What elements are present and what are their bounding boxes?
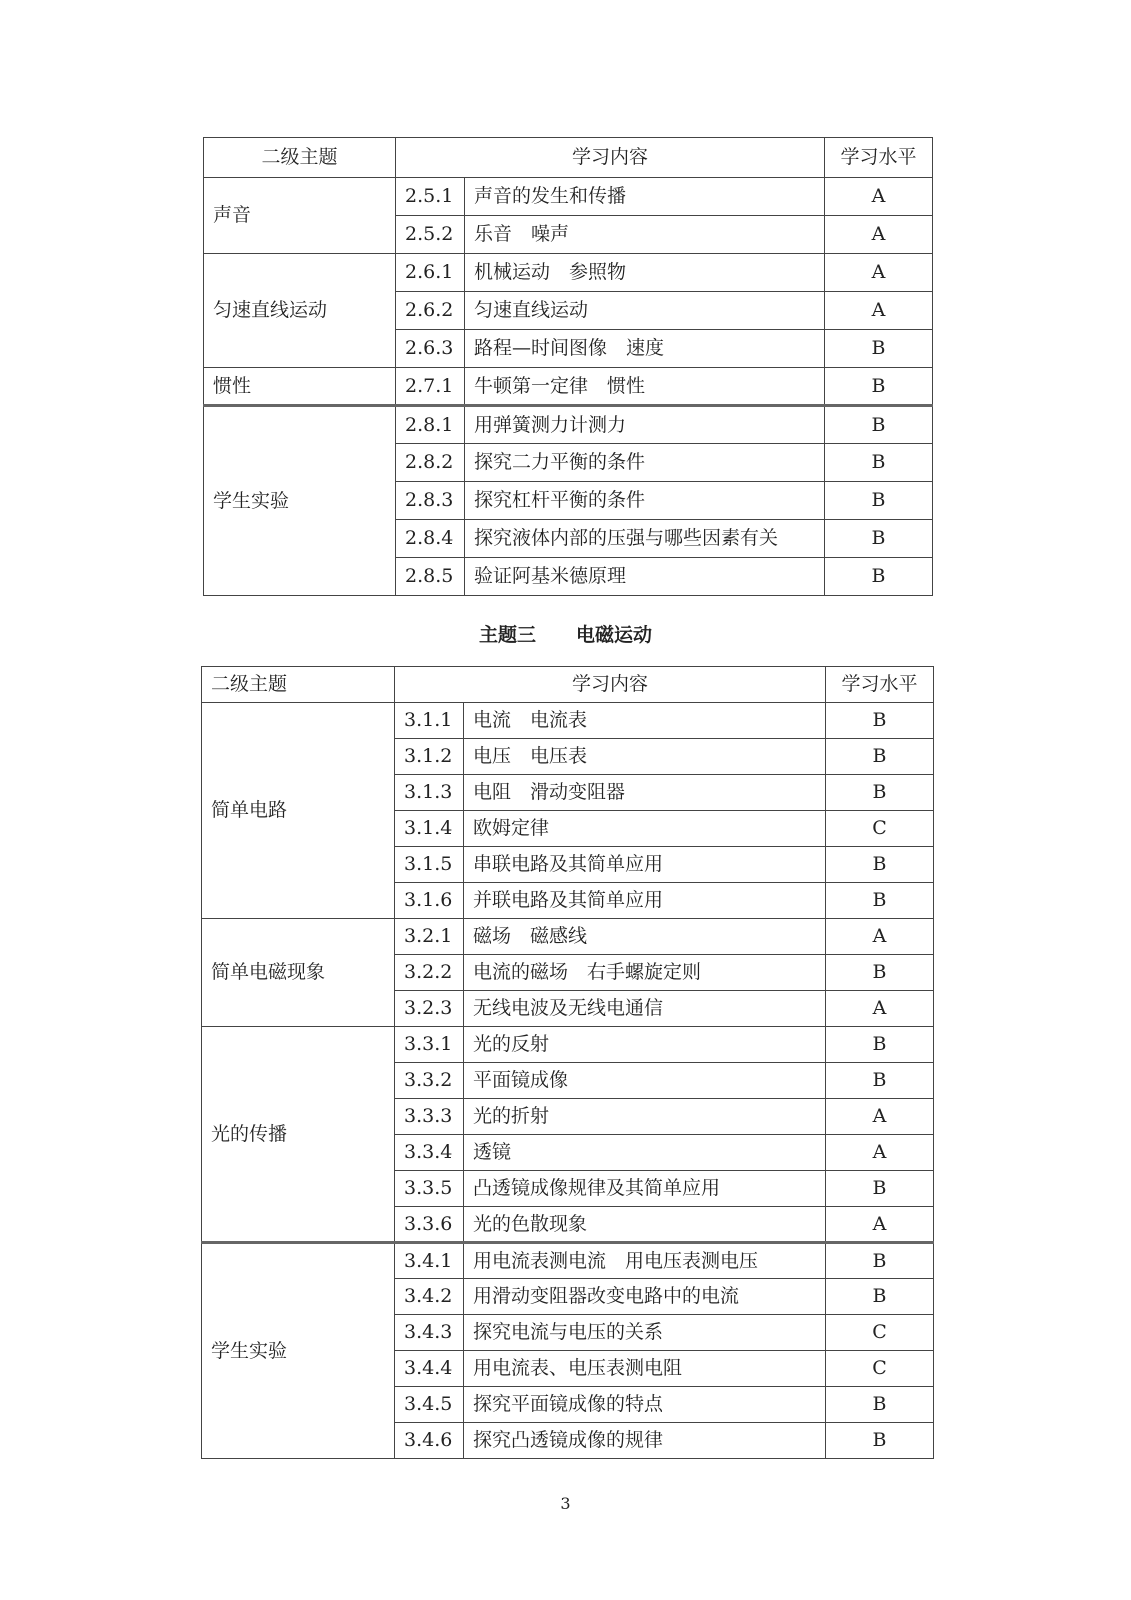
content-cell: 探究二力平衡的条件 <box>465 444 825 482</box>
content-cell: 光的色散现象 <box>464 1207 826 1243</box>
content-cell: 光的折射 <box>464 1099 826 1135</box>
subtopic-cell: 学生实验 <box>204 406 396 596</box>
level-cell: B <box>825 520 933 558</box>
subtopic-cell: 匀速直线运动 <box>204 254 396 368</box>
table-row <box>202 919 934 955</box>
content-cell: 用滑动变阻器改变电路中的电流 <box>464 1279 826 1315</box>
code-cell: 3.2.2 <box>395 955 464 991</box>
content-cell: 探究电流与电压的关系 <box>464 1315 826 1351</box>
level-cell: B <box>825 330 933 368</box>
code-cell: 3.3.2 <box>395 1063 464 1099</box>
content-cell: 牛顿第一定律 惯性 <box>465 368 825 406</box>
page-number: 3 <box>560 1494 571 1513</box>
level-cell: A <box>825 178 933 216</box>
content-cell: 凸透镜成像规律及其简单应用 <box>464 1171 826 1207</box>
level-cell: A <box>826 1207 934 1243</box>
code-cell: 3.4.3 <box>395 1315 464 1351</box>
content-cell: 欧姆定律 <box>464 811 826 847</box>
header-subtopic: 二级主题 <box>204 138 396 178</box>
section-title <box>0 620 1131 647</box>
code-cell: 3.3.5 <box>395 1171 464 1207</box>
content-cell: 匀速直线运动 <box>465 292 825 330</box>
level-cell: A <box>826 1099 934 1135</box>
header-content: 学习内容 <box>396 138 825 178</box>
table-row <box>202 703 934 739</box>
header-level: 学习水平 <box>825 138 933 178</box>
table-header-row <box>204 138 933 178</box>
level-cell: A <box>826 991 934 1027</box>
code-cell: 3.1.6 <box>395 883 464 919</box>
code-cell: 2.6.1 <box>396 254 465 292</box>
code-cell: 3.1.4 <box>395 811 464 847</box>
subtopic-cell: 惯性 <box>204 368 396 406</box>
level-cell: B <box>826 883 934 919</box>
subtopic-cell: 声音 <box>204 178 396 254</box>
subtopic-cell: 学生实验 <box>202 1243 395 1459</box>
table-row <box>204 406 933 444</box>
content-cell: 电流 电流表 <box>464 703 826 739</box>
content-cell: 用电流表测电流 用电压表测电压 <box>464 1243 826 1279</box>
level-cell: B <box>826 955 934 991</box>
code-cell: 2.5.1 <box>396 178 465 216</box>
level-cell: B <box>826 1063 934 1099</box>
code-cell: 3.1.2 <box>395 739 464 775</box>
table-row <box>204 254 933 292</box>
content-cell: 探究杠杆平衡的条件 <box>465 482 825 520</box>
content-cell: 探究平面镜成像的特点 <box>464 1387 826 1423</box>
level-cell: A <box>826 919 934 955</box>
content-cell: 探究液体内部的压强与哪些因素有关 <box>465 520 825 558</box>
level-cell: A <box>826 1135 934 1171</box>
code-cell: 2.6.2 <box>396 292 465 330</box>
code-cell: 3.3.4 <box>395 1135 464 1171</box>
code-cell: 2.5.2 <box>396 216 465 254</box>
level-cell: B <box>826 1387 934 1423</box>
content-cell: 光的反射 <box>464 1027 826 1063</box>
level-cell: B <box>825 368 933 406</box>
level-cell: B <box>826 1027 934 1063</box>
code-cell: 2.8.5 <box>396 558 465 596</box>
content-cell: 路程—时间图像 速度 <box>465 330 825 368</box>
code-cell: 3.4.6 <box>395 1423 464 1459</box>
content-cell: 并联电路及其简单应用 <box>464 883 826 919</box>
subtopic-cell: 简单电路 <box>202 703 395 919</box>
code-cell: 3.2.1 <box>395 919 464 955</box>
level-cell: B <box>826 1423 934 1459</box>
code-cell: 3.1.1 <box>395 703 464 739</box>
code-cell: 3.3.6 <box>395 1207 464 1243</box>
content-cell: 平面镜成像 <box>464 1063 826 1099</box>
content-cell: 探究凸透镜成像的规律 <box>464 1423 826 1459</box>
section-title-name: 电磁运动 <box>576 624 653 646</box>
table-row <box>204 368 933 406</box>
level-cell: B <box>825 558 933 596</box>
section-title-number: 主题三 <box>478 624 536 646</box>
level-cell: B <box>826 775 934 811</box>
content-cell: 机械运动 参照物 <box>465 254 825 292</box>
standards-table-part2 <box>203 137 933 596</box>
header-content: 学习内容 <box>395 667 826 703</box>
code-cell: 3.3.3 <box>395 1099 464 1135</box>
table-row <box>202 1243 934 1279</box>
level-cell: A <box>825 292 933 330</box>
code-cell: 3.2.3 <box>395 991 464 1027</box>
level-cell: B <box>826 1171 934 1207</box>
header-level: 学习水平 <box>826 667 934 703</box>
code-cell: 2.6.3 <box>396 330 465 368</box>
content-cell: 用弹簧测力计测力 <box>465 406 825 444</box>
level-cell: B <box>826 739 934 775</box>
subtopic-cell: 简单电磁现象 <box>202 919 395 1027</box>
level-cell: B <box>825 406 933 444</box>
content-cell: 乐音 噪声 <box>465 216 825 254</box>
table-row <box>204 178 933 216</box>
level-cell: B <box>826 1243 934 1279</box>
level-cell: B <box>825 482 933 520</box>
content-cell: 电阻 滑动变阻器 <box>464 775 826 811</box>
standards-table-part3 <box>201 666 934 1459</box>
content-cell: 声音的发生和传播 <box>465 178 825 216</box>
code-cell: 3.4.1 <box>395 1243 464 1279</box>
content-cell: 验证阿基米德原理 <box>465 558 825 596</box>
content-cell: 电流的磁场 右手螺旋定则 <box>464 955 826 991</box>
header-subtopic: 二级主题 <box>202 667 395 703</box>
content-cell: 无线电波及无线电通信 <box>464 991 826 1027</box>
level-cell: A <box>825 216 933 254</box>
code-cell: 2.8.3 <box>396 482 465 520</box>
level-cell: C <box>826 1351 934 1387</box>
table-row <box>202 1027 934 1063</box>
table-header-row <box>202 667 934 703</box>
content-cell: 串联电路及其简单应用 <box>464 847 826 883</box>
code-cell: 3.3.1 <box>395 1027 464 1063</box>
level-cell: B <box>826 847 934 883</box>
subtopic-cell: 光的传播 <box>202 1027 395 1243</box>
content-cell: 透镜 <box>464 1135 826 1171</box>
code-cell: 3.4.5 <box>395 1387 464 1423</box>
code-cell: 2.7.1 <box>396 368 465 406</box>
content-cell: 电压 电压表 <box>464 739 826 775</box>
level-cell: C <box>826 811 934 847</box>
level-cell: A <box>825 254 933 292</box>
level-cell: B <box>826 1279 934 1315</box>
code-cell: 3.4.2 <box>395 1279 464 1315</box>
level-cell: C <box>826 1315 934 1351</box>
code-cell: 2.8.2 <box>396 444 465 482</box>
code-cell: 2.8.4 <box>396 520 465 558</box>
code-cell: 3.4.4 <box>395 1351 464 1387</box>
code-cell: 2.8.1 <box>396 406 465 444</box>
content-cell: 用电流表、电压表测电阻 <box>464 1351 826 1387</box>
level-cell: B <box>825 444 933 482</box>
code-cell: 3.1.3 <box>395 775 464 811</box>
level-cell: B <box>826 703 934 739</box>
content-cell: 磁场 磁感线 <box>464 919 826 955</box>
code-cell: 3.1.5 <box>395 847 464 883</box>
